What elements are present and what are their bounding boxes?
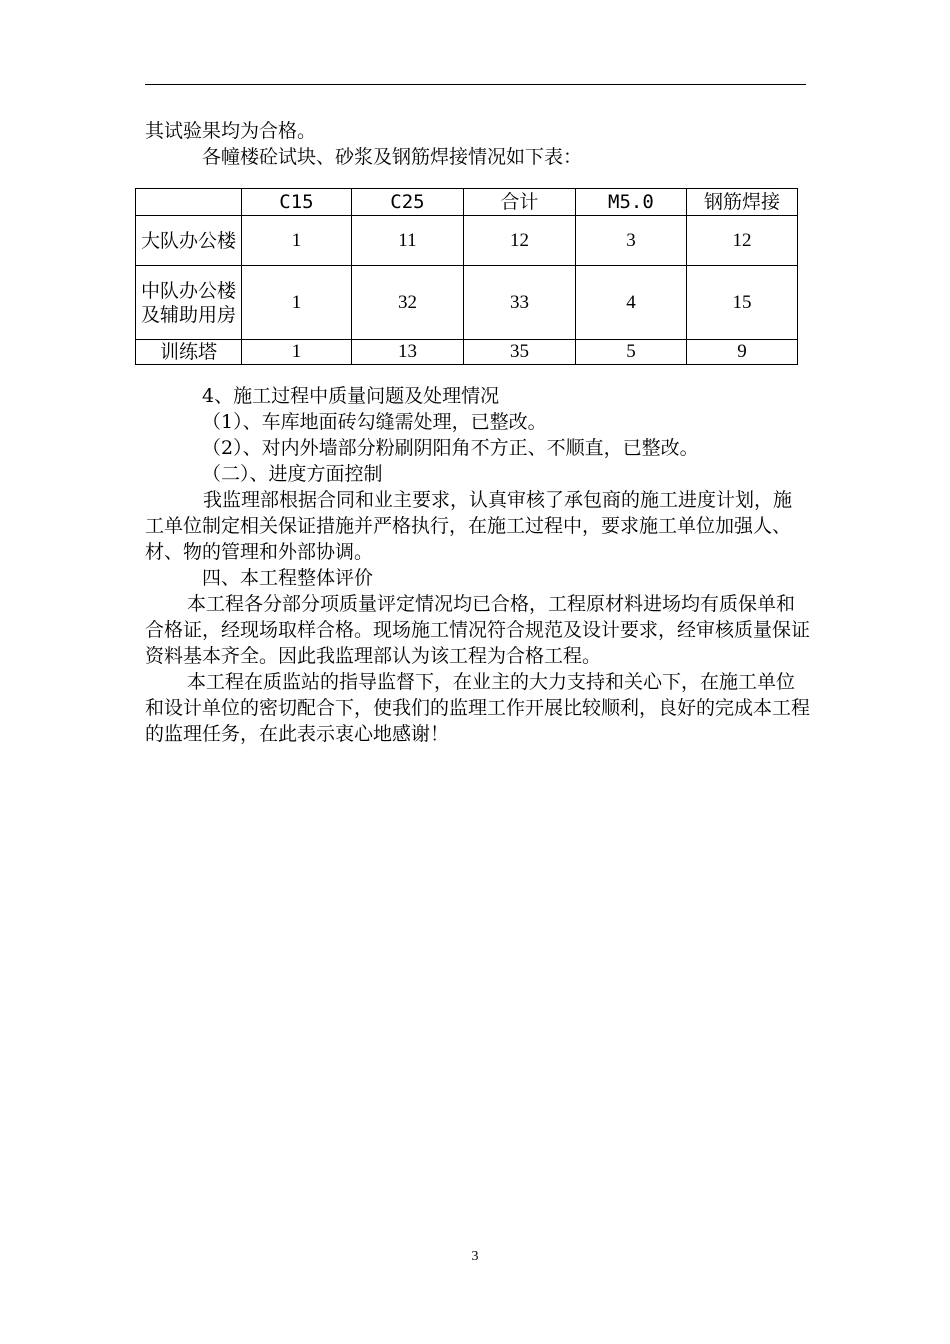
table-header-cell: C25 (351, 189, 463, 216)
paragraph-acknowledgement: 本工程在质监站的指导监督下，在业主的大力支持和关心下，在施工单位和设计单位的密切配合下，使我们的监理工作开展比较顺利，良好的完成本工程的监理任务，在此表示衷心地感谢！ (145, 671, 811, 745)
paragraph-issue-1: （1）、车库地面砖勾缝需处理，已整改。 (202, 411, 547, 433)
table-cell: 35 (463, 340, 575, 365)
section-heading-overall-evaluation: 四、本工程整体评价 (202, 567, 374, 589)
table-cell: 11 (351, 216, 463, 266)
table-row-label: 训练塔 (136, 340, 242, 365)
test-summary-table (135, 188, 798, 365)
paragraph-test-results: 其试验果均为合格。 (145, 120, 317, 142)
table-cell: 15 (686, 266, 797, 340)
table-row (136, 340, 798, 365)
table-cell: 32 (351, 266, 463, 340)
table-cell: 9 (686, 340, 797, 365)
table-cell: 1 (241, 340, 351, 365)
document-body (140, 118, 811, 747)
table-header-cell: M5.0 (575, 189, 686, 216)
table-header-cell (136, 189, 242, 216)
page-number: 3 (471, 1249, 479, 1264)
table-cell: 12 (463, 216, 575, 266)
table-header-cell: C15 (241, 189, 351, 216)
table-cell: 1 (241, 216, 351, 266)
table-header-cell: 合计 (463, 189, 575, 216)
header-rule (145, 84, 806, 85)
paragraph-issue-2: （2）、对内外墙部分粉刷阴阳角不方正、不顺直，已整改。 (202, 437, 699, 459)
table-cell: 1 (241, 266, 351, 340)
table-header-cell: 钢筋焊接 (686, 189, 797, 216)
table-cell: 5 (575, 340, 686, 365)
section-heading-progress-control: （二）、进度方面控制 (202, 463, 383, 485)
paragraph-progress-control: 我监理部根据合同和业主要求，认真审核了承包商的施工进度计划，施工单位制定相关保证措施并严格执行，在施工过程中，要求施工单位加强人、材、物的管理和外部协调。 (145, 489, 793, 563)
table-cell: 3 (575, 216, 686, 266)
paragraph-table-intro: 各幢楼砼试块、砂浆及钢筋焊接情况如下表： (202, 146, 583, 168)
section-heading-quality-issues: 4、施工过程中质量问题及处理情况 (202, 385, 500, 407)
paragraph-overall-evaluation: 本工程各分部分项质量评定情况均已合格，工程原材料进场均有质保单和合格证，经现场取样合格。现场施工情况符合规范及设计要求，经审核质量保证资料基本齐全。因此我监理部认为该工程为合格工程。 (145, 593, 811, 667)
table-cell: 13 (351, 340, 463, 365)
table-row-label: 大队办公楼 (136, 216, 242, 266)
table-cell: 12 (686, 216, 797, 266)
table-header-row (136, 189, 798, 216)
table-row-label: 中队办公楼及辅助用房 (136, 266, 242, 340)
table-row (136, 216, 798, 266)
table-cell: 33 (463, 266, 575, 340)
table-cell: 4 (575, 266, 686, 340)
table-row (136, 266, 798, 340)
